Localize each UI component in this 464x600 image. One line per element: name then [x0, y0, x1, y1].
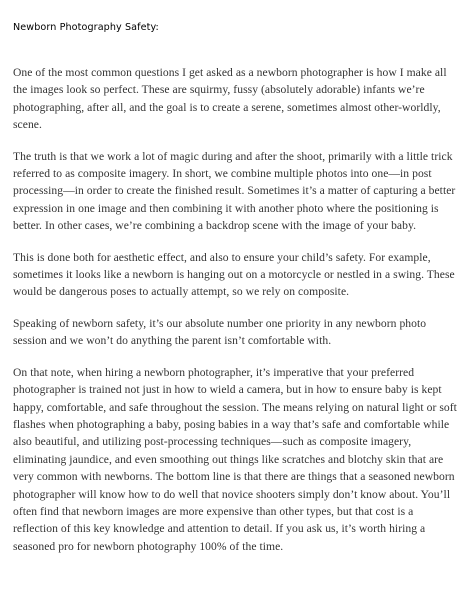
document-title: Newborn Photography Safety:	[13, 22, 159, 33]
paragraph-safety-priority: Speaking of newborn safety, it’s our absolute number one priority in any newborn photo session and we won’t do anything the parent isn’t comfortable with.	[13, 316, 427, 348]
paragraph-composite-intro: One of the most common questions I get asked as a newborn photographer is how I make all the images look so perfect. These are squirmy, fussy (absolutely adorable) infants we’re photographing, after all, and the goal is to create a serene, sometimes almost other-worldly, scene.	[13, 66, 447, 132]
paragraph-safety-effect: This is done both for aesthetic effect, and also to ensure your child’s safety. For example, sometimes it looks like a newborn is hanging out on a motorcycle or nestled in a swing. These would be dangerous poses to actually attempt, so we rely on composite.	[13, 250, 455, 299]
paragraph-hiring-advice: On that note, when hiring a newborn photographer, it’s imperative that your preferred photographer is trained not just in how to wield a camera, but in how to ensure baby is kept happy, comfortable, and safe throughout the session. The means relying on natural light or soft flashes when photographing a baby, posing babies in a way that’s safe and comfortable while also beautiful, and utilizing post-processing techniques—such as composite imagery, eliminating jaundice, and even smoothing out things like scratches and blotchy skin that are very common with newborns. The bottom line is that there are things that a seasoned newborn photographer will know how to do well that novice shooters simply don’t know about. You’ll often find that newborn images are more expensive than other types, but that cost is a reflection of this key knowledge and attention to detail. If you ask us, it’s worth hiring a seasoned pro for newborn photography 100% of the time.	[13, 365, 457, 553]
document-page	[13, 22, 457, 569]
paragraph-composite-imagery: The truth is that we work a lot of magic during and after the shoot, primarily with a little trick referred to as composite imagery. In short, we combine multiple photos into one—in post processing—in order to create the finished result. Sometimes it’s a matter of capturing a better expression in one image and then combining it with another photo where the positioning is better. In other cases, we’re combining a backdrop scene with the image of your baby.	[13, 149, 456, 233]
